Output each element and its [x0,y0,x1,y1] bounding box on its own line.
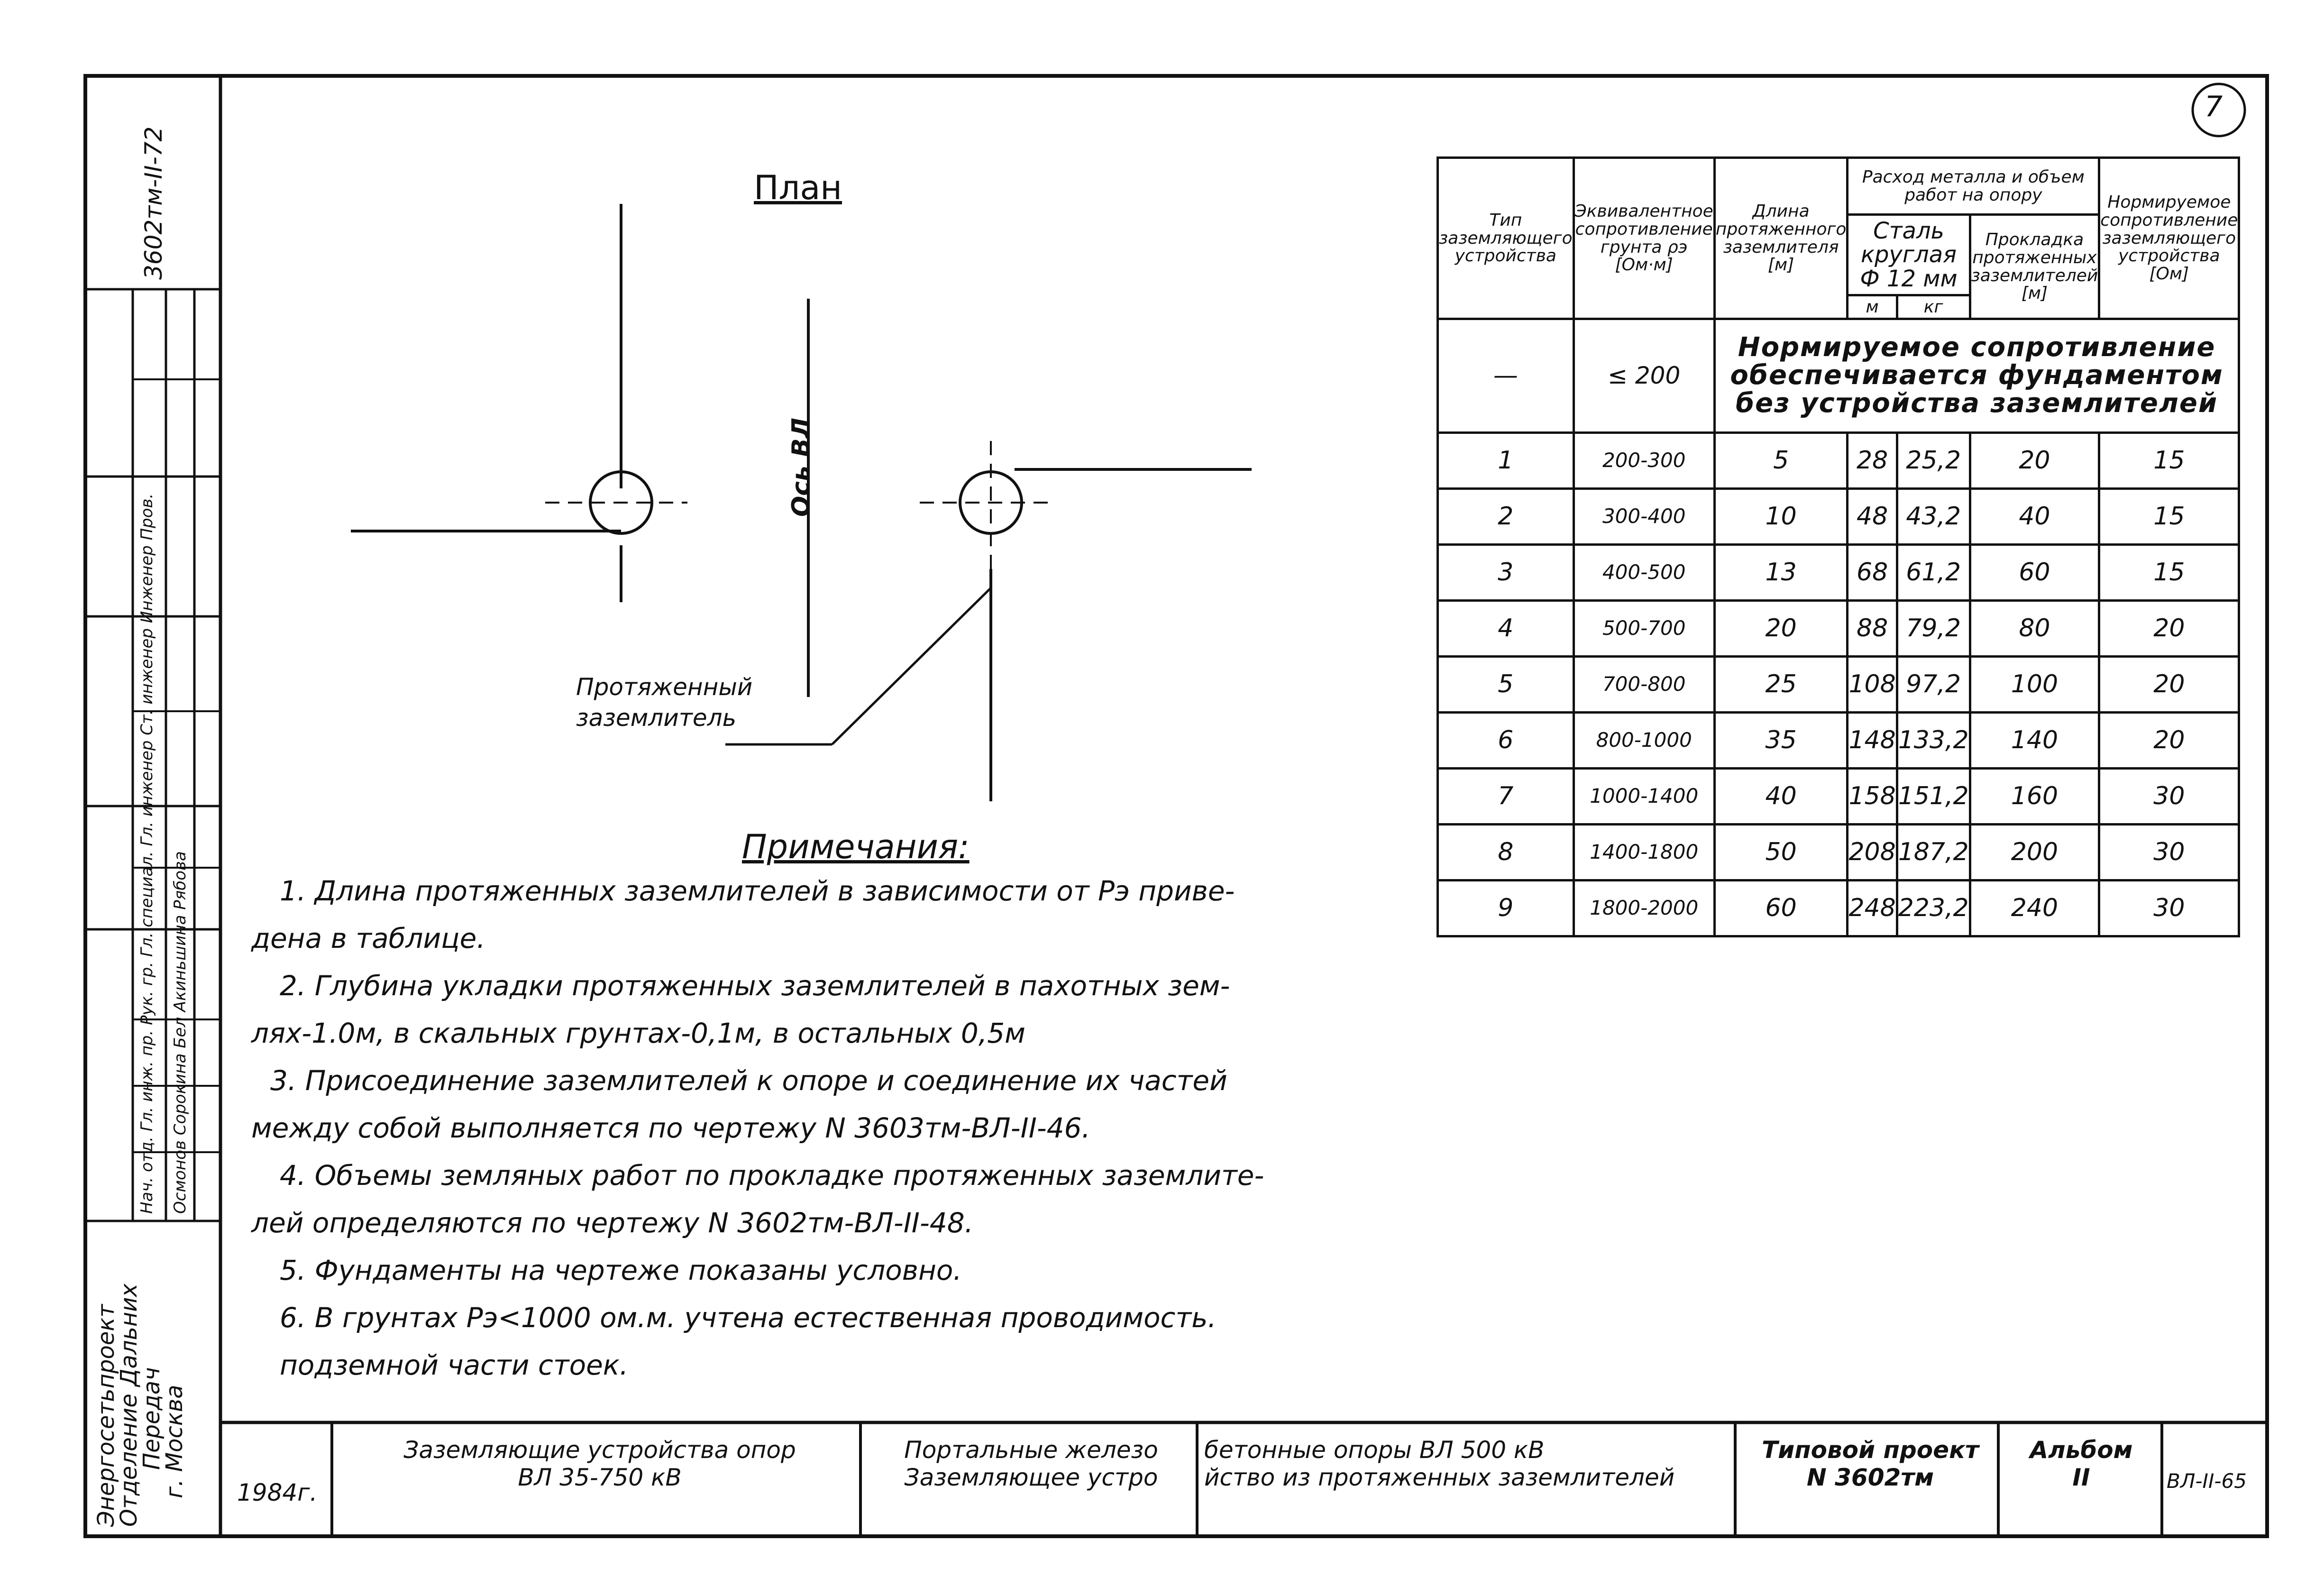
cell-resistivity: 500-700 [1574,601,1714,657]
cell-m: 248 [1848,881,1897,936]
note-line-6: между собой выполняется по чертежу N 3603тм-ВЛ-II-46. [251,1112,1090,1144]
cell-type: 3 [1438,545,1574,601]
grounding-label-2: заземлитель [576,704,737,732]
cell-resistivity: 400-500 [1574,545,1714,601]
cell-m: 28 [1848,433,1897,489]
cell-m: 208 [1848,825,1897,881]
header-norm: Нормируемое сопротивление заземляющего устройства [Ом] [2099,158,2239,319]
note-line-9: 5. Фундаменты на чертеже показаны условно. [280,1254,962,1286]
table-row [1438,825,2239,881]
cell-type: 8 [1438,825,1574,881]
note-line-11: подземной части стоек. [280,1349,629,1381]
side-doc-code: 3602тм-II-72 [140,126,167,280]
note-line-4: лях-1.0м, в скальных грунтах-0,1м, в остальных 0,5м [251,1017,1025,1049]
cell-m: 108 [1848,657,1897,713]
table-row [1438,433,2239,489]
header-steel-kg: кг [1897,295,1970,319]
table-row [1438,713,2239,769]
cell-kg: 133,2 [1897,713,1970,769]
cell-norm: 20 [2099,601,2239,657]
table-row [1438,769,2239,825]
header-type: Тип заземляющего устройства [1438,158,1574,319]
header-steel: Сталь круглая Ф 12 мм [1848,215,1970,295]
cell-m: 68 [1848,545,1897,601]
note-line-1: 1. Длина протяженных заземлителей в зависимости от Рэ приве- [280,875,1235,907]
cell-type: 6 [1438,713,1574,769]
table-row [1438,657,2239,713]
cell-m: 48 [1848,489,1897,545]
notes-heading: Примечания: [742,827,970,866]
cell-norm: 15 [2099,489,2239,545]
tb-desc: бетонные опоры ВЛ 500 кВ йство из протяженных заземлителей [1204,1437,1675,1491]
tb-year: 1984г. [237,1479,318,1506]
header-material: Расход металла и объем работ на опору [1848,158,2099,215]
note-line-8: лей определяются по чертежу N 3602тм-ВЛ-II-48. [251,1207,974,1239]
cell-norm: 20 [2099,713,2239,769]
axis-label: Ось ВЛ [787,418,815,517]
cell-norm: 15 [2099,433,2239,489]
tb-part: Портальные железо Заземляющее устро [904,1437,1158,1491]
cell-laying: 200 [1970,825,2099,881]
cell-kg: 79,2 [1897,601,1970,657]
cell-length: 13 [1714,545,1848,601]
cell-laying: 160 [1970,769,2099,825]
cell-kg: 61,2 [1897,545,1970,601]
cell-resistivity: 1000-1400 [1574,769,1714,825]
cell-resistivity: 700-800 [1574,657,1714,713]
plan-title: План [754,168,842,207]
cell-resistivity: 200-300 [1574,433,1714,489]
tb-subject: Заземляющие устройства опор ВЛ 35-750 кВ [403,1436,796,1491]
table-row [1438,545,2239,601]
cell-type: 7 [1438,769,1574,825]
cell-length: 20 [1714,601,1848,657]
row0-type: — [1438,319,1574,433]
note-line-10: 6. В грунтах Рэ<1000 ом.м. учтена естественная проводимость. [280,1302,1217,1334]
table-row [1438,601,2239,657]
cell-norm: 30 [2099,881,2239,936]
row0-note: Нормируемое сопротивление обеспечивается фундаментом без устройства заземлителей [1714,319,2239,433]
cell-laying: 20 [1970,433,2099,489]
cell-length: 50 [1714,825,1848,881]
side-roles: Нач. отд. Гл. инж. пр. Рук. гр. Гл. специал. Гл. инженер Ст. инженер Инженер Пров. [137,493,156,1214]
side-names: Осмонов Сорокина Бел Акиньшина Рябова [171,851,190,1214]
cell-norm: 30 [2099,825,2239,881]
row0-resistivity: ≤ 200 [1574,319,1714,433]
cell-resistivity: 1800-2000 [1574,881,1714,936]
cell-kg: 97,2 [1897,657,1970,713]
cell-laying: 240 [1970,881,2099,936]
cell-length: 5 [1714,433,1848,489]
cell-kg: 25,2 [1897,433,1970,489]
cell-kg: 151,2 [1897,769,1970,825]
cell-length: 40 [1714,769,1848,825]
cell-resistivity: 300-400 [1574,489,1714,545]
note-line-7: 4. Объемы земляных работ по прокладке протяженных заземлите- [280,1159,1264,1192]
cell-length: 10 [1714,489,1848,545]
note-line-2: дена в таблице. [251,922,485,954]
cell-norm: 20 [2099,657,2239,713]
cell-type: 5 [1438,657,1574,713]
tb-sheet-code: ВЛ-II-65 [2167,1469,2247,1493]
cell-m: 148 [1848,713,1897,769]
cell-resistivity: 800-1000 [1574,713,1714,769]
cell-norm: 30 [2099,769,2239,825]
header-steel-m: м [1848,295,1897,319]
header-length: Длина протяженного заземлителя [м] [1714,158,1848,319]
cell-laying: 40 [1970,489,2099,545]
cell-length: 25 [1714,657,1848,713]
header-laying: Прокладка протяженных заземлителей [м] [1970,215,2099,319]
cell-m: 88 [1848,601,1897,657]
table-row [1438,489,2239,545]
cell-kg: 223,2 [1897,881,1970,936]
cell-type: 9 [1438,881,1574,936]
cell-length: 60 [1714,881,1848,936]
cell-laying: 60 [1970,545,2099,601]
tb-album: Альбом II [2030,1436,2133,1491]
header-resistivity: Эквивалентное сопротивление грунта ρэ [Ом·м] [1574,158,1714,319]
sheet-number: 7 [2205,90,2223,123]
cell-length: 35 [1714,713,1848,769]
note-line-5: 3. Присоединение заземлителей к опоре и соединение их частей [270,1064,1227,1097]
cell-kg: 187,2 [1897,825,1970,881]
grounding-label-1: Протяженный [576,673,753,701]
cell-laying: 140 [1970,713,2099,769]
cell-resistivity: 1400-1800 [1574,825,1714,881]
cell-norm: 15 [2099,545,2239,601]
note-line-3: 2. Глубина укладки протяженных заземлителей в пахотных зем- [280,970,1230,1002]
cell-laying: 100 [1970,657,2099,713]
cell-type: 1 [1438,433,1574,489]
cell-m: 158 [1848,769,1897,825]
cell-type: 2 [1438,489,1574,545]
tb-project: Типовой проект N 3602тм [1762,1436,1979,1491]
table-row [1438,881,2239,936]
side-org: Энергосетьпроект Отделение Дальних Передач г. Москва [93,1284,188,1527]
cell-type: 4 [1438,601,1574,657]
grounding-table [1436,156,2240,937]
cell-laying: 80 [1970,601,2099,657]
cell-kg: 43,2 [1897,489,1970,545]
